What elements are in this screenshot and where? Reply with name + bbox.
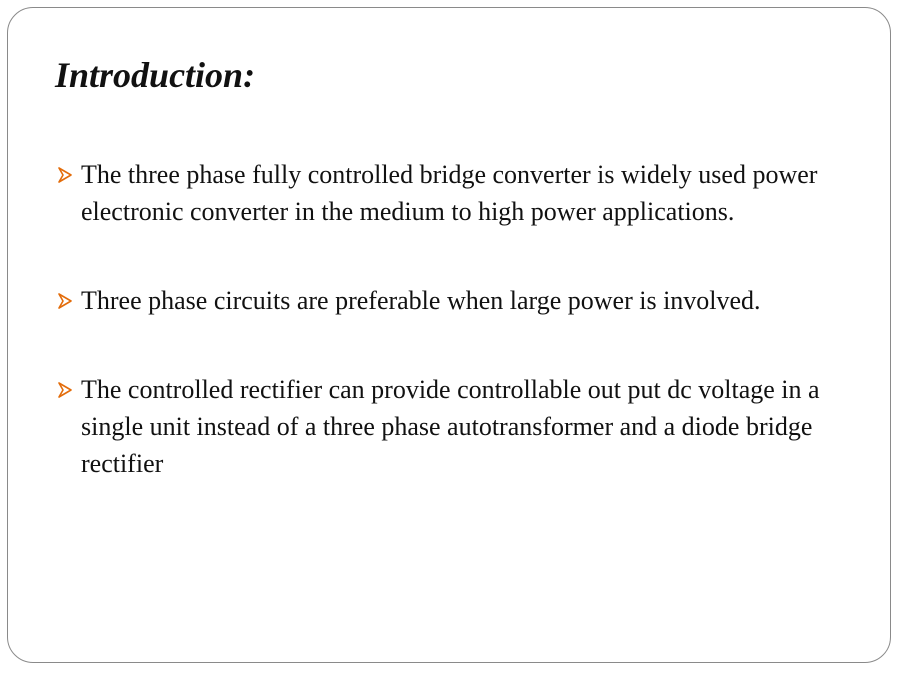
slide-title: Introduction: bbox=[55, 55, 256, 95]
arrow-bullet-icon bbox=[56, 156, 76, 193]
arrow-bullet-icon bbox=[56, 282, 76, 319]
bullet-text: Three phase circuits are preferable when large power is involved. bbox=[81, 286, 761, 315]
arrow-bullet-icon bbox=[56, 371, 76, 408]
bullet-text: The controlled rectifier can provide controllable out put dc voltage in a single unit instead of a three phase autotransformer and a diode bridge rectifier bbox=[81, 375, 820, 478]
bullet-list bbox=[56, 156, 856, 482]
bullet-item bbox=[56, 371, 856, 482]
bullet-item bbox=[56, 282, 856, 319]
bullet-item bbox=[56, 156, 856, 230]
bullet-text: The three phase fully controlled bridge converter is widely used power electronic converter in the medium to high power applications. bbox=[81, 160, 818, 226]
